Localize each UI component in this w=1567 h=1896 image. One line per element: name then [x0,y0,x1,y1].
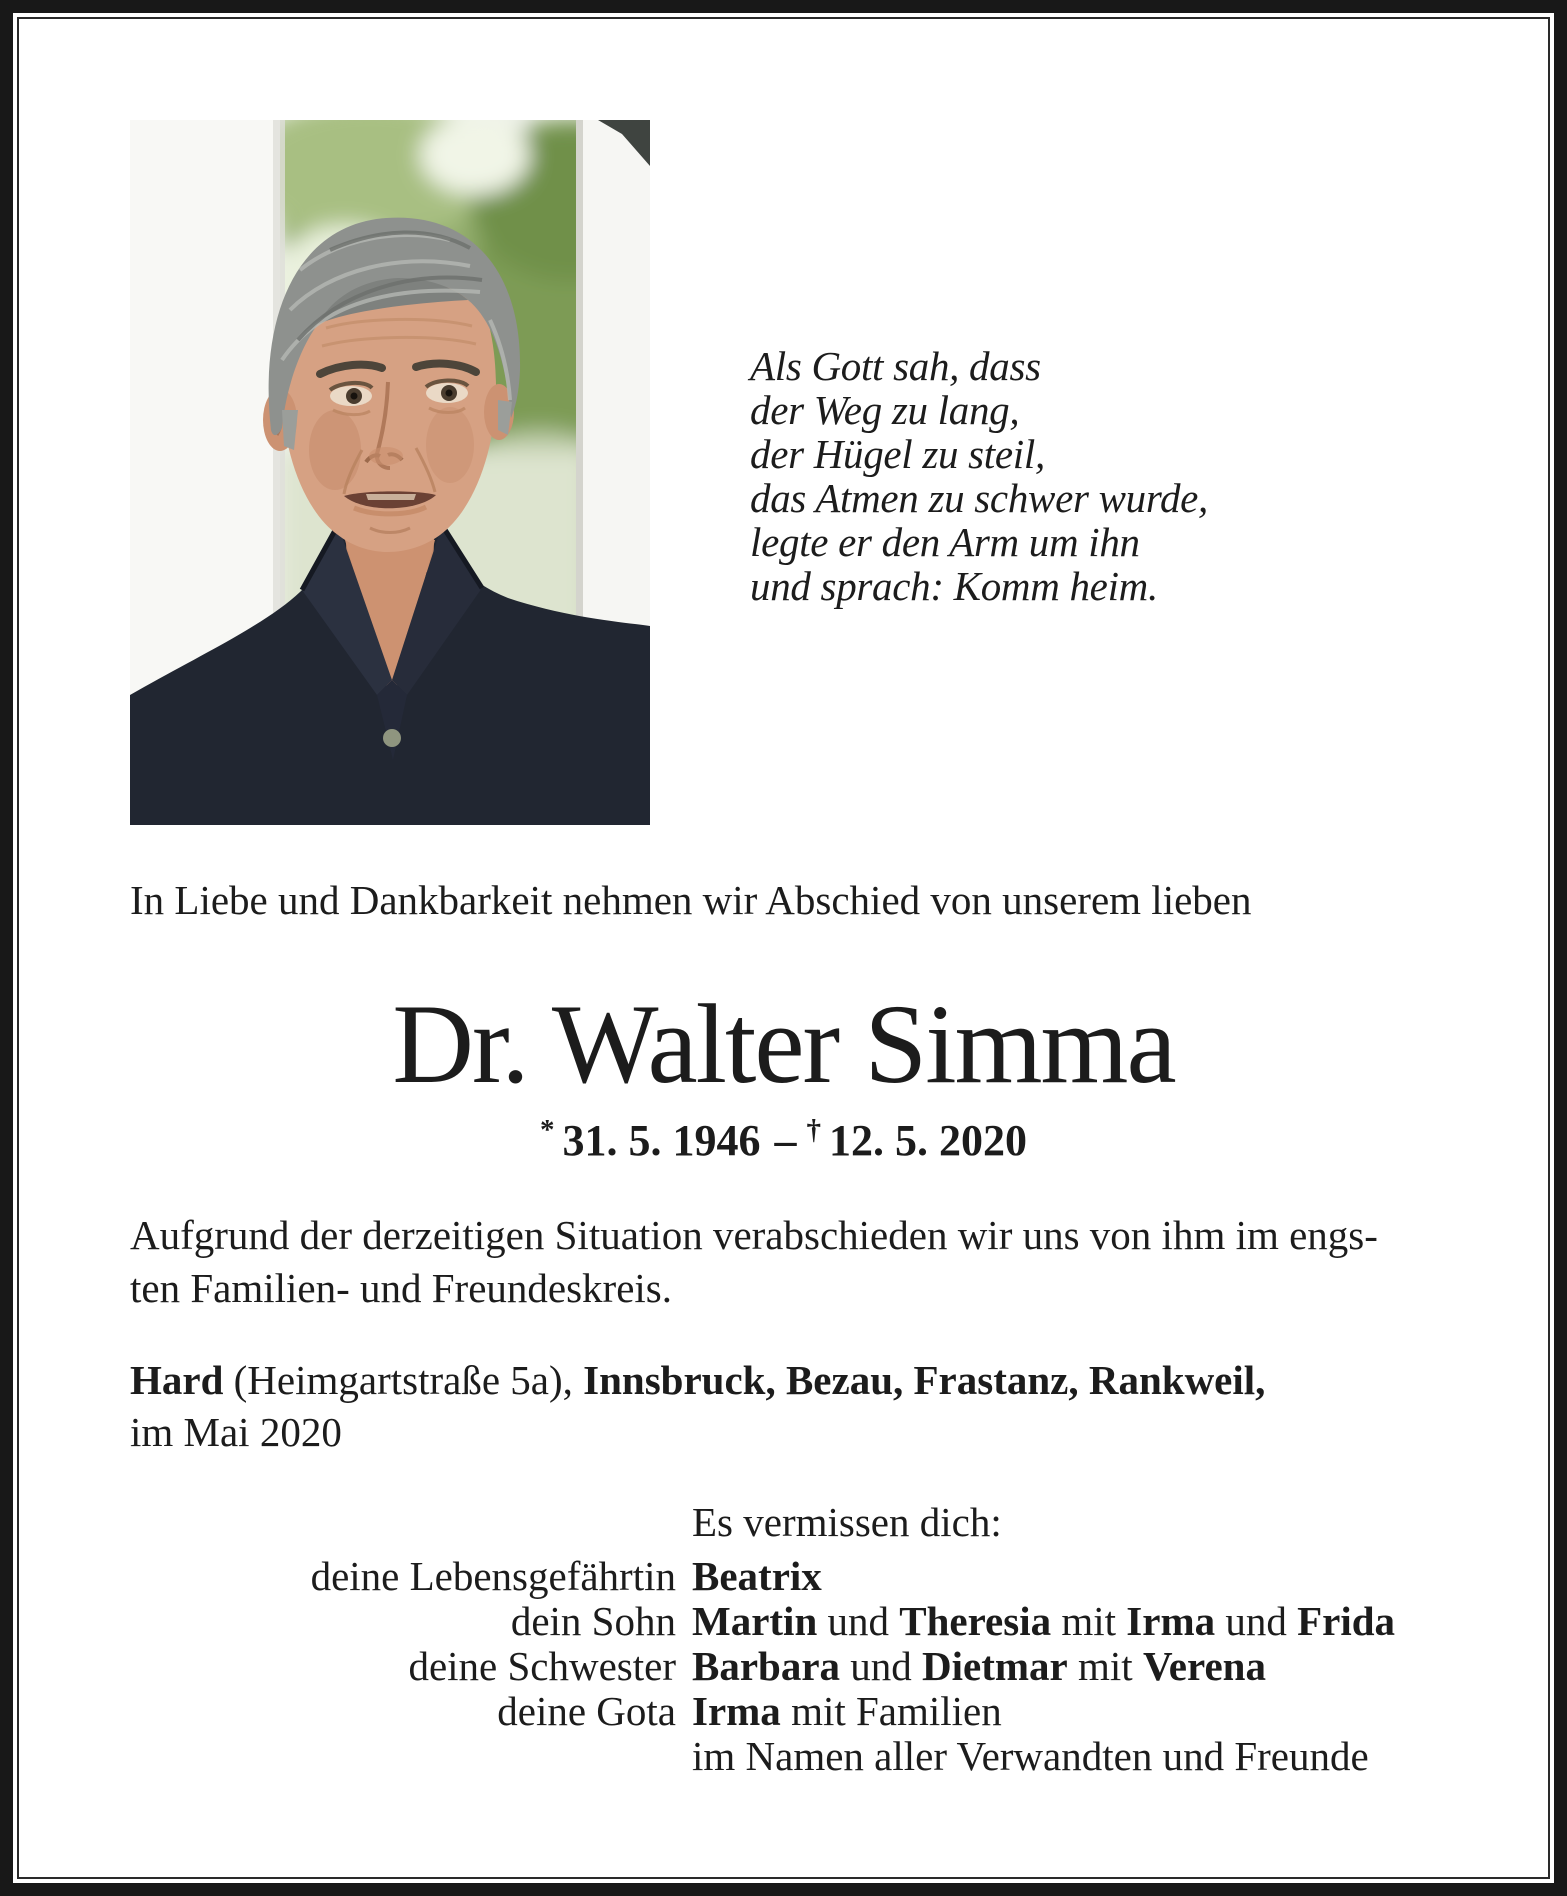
mourner-names: Martin und Theresia mit Irma und Frida [692,1598,1396,1644]
mourner-relation: dein Sohn [510,1598,676,1644]
announcement-line: Aufgrund der derzeitigen Situation verabschieden wir uns von ihm im engs- [130,1212,1378,1258]
poem-line: der Weg zu lang, [750,387,1020,433]
mourner-relation: deine Gota [497,1688,676,1734]
memorial-poem [750,344,1208,608]
mourners-heading: Es vermissen dich: [692,1499,1002,1545]
mourner-names: Beatrix [692,1553,822,1599]
location-segment: Hard [130,1357,224,1403]
mourner-relation: deine Lebensgefährtin [310,1553,676,1599]
poem-line: der Hügel zu steil, [750,431,1045,477]
location-date-block [130,1354,1475,1458]
deceased-name: Dr. Walter Simma [392,982,1175,1107]
poem-line: legte er den Arm um ihn [750,519,1140,565]
mourner-row [130,1644,1395,1689]
mourners-list [130,1554,1395,1779]
location-month-line: im Mai 2020 [130,1409,342,1455]
death-date: 12. 5. 2020 [829,1116,1028,1165]
mourner-relation [130,1734,676,1779]
location-line [130,1354,1475,1406]
mourner-row [130,1689,1395,1734]
poem-line: das Atmen zu schwer wurde, [750,475,1208,521]
shirt-button [383,729,401,747]
mourner-names: Barbara und Dietmar mit Verena [692,1643,1266,1689]
announcement-text [130,1209,1475,1315]
dates-separator: – [774,1116,797,1165]
mourner-row [130,1554,1395,1599]
poem-line: Als Gott sah, dass [750,343,1041,389]
mourner-names: im Namen aller Verwandten und Freunde [692,1733,1369,1779]
location-segment: Innsbruck, Bezau, Frastanz, Rankweil, [583,1357,1266,1403]
announcement-line: ten Familien- und Freundeskreis. [130,1265,673,1311]
mourner-row [130,1734,1395,1779]
intro-line: In Liebe und Dankbarkeit nehmen wir Abschied von unserem lieben [130,877,1252,923]
birth-date: 31. 5. 1946 [562,1116,761,1165]
mourner-row [130,1599,1395,1644]
location-segment: (Heimgartstraße 5a), [223,1357,584,1403]
portrait-photo [130,120,650,825]
life-dates [0,1114,1567,1169]
birth-symbol: * [539,1114,555,1147]
mourner-names: Irma mit Familien [692,1688,1002,1734]
death-symbol: † [806,1114,822,1147]
mourner-relation: deine Schwester [408,1643,676,1689]
poem-line: und sprach: Komm heim. [750,563,1158,609]
